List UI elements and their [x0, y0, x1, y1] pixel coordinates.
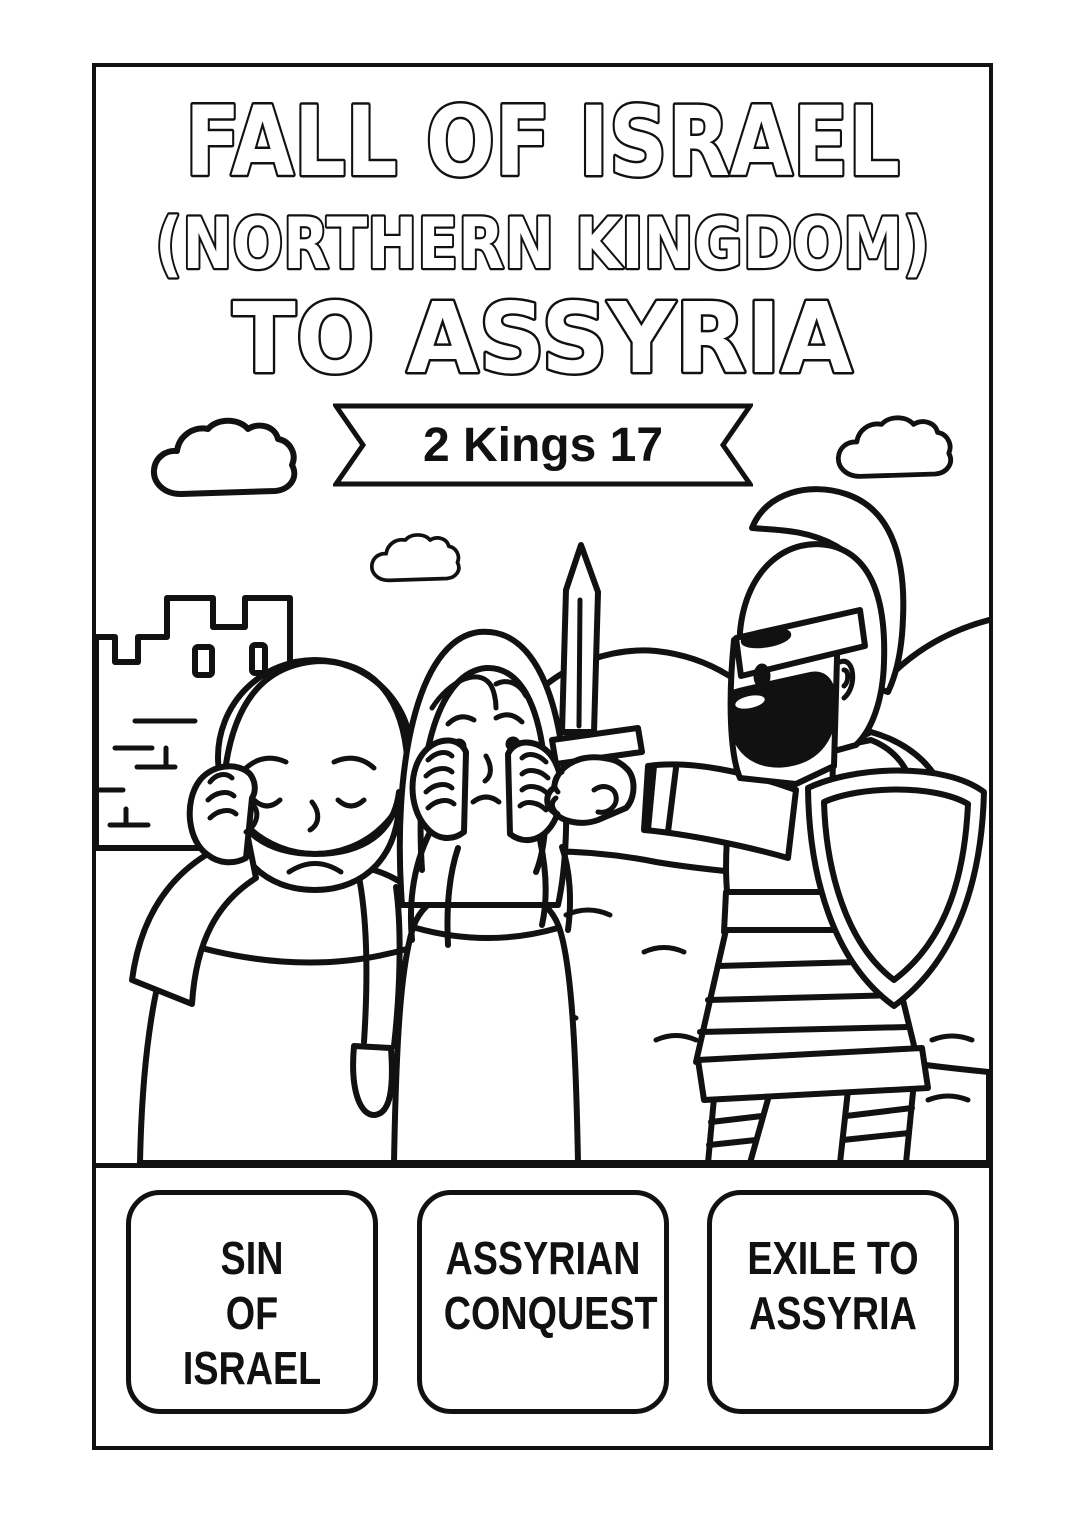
man-hand-down — [353, 1046, 392, 1115]
box-exile-to-assyria — [707, 1190, 959, 1414]
cloud-icon — [838, 418, 950, 477]
section-boxes — [96, 1168, 989, 1446]
box-label-line: ISRAEL — [182, 1342, 322, 1394]
box-label-line: ASSYRIAN — [445, 1232, 640, 1284]
page-title — [96, 67, 989, 397]
castle-window — [195, 647, 212, 675]
soldier-beard — [729, 673, 835, 766]
soldier-hem-band — [698, 1048, 928, 1100]
box-assyrian-conquest — [417, 1190, 669, 1414]
box-label-line: ASSYRIA — [749, 1287, 917, 1339]
page-frame — [92, 63, 993, 1450]
castle-window — [252, 645, 265, 673]
coloring-scene — [96, 400, 989, 1163]
cloud-icon — [372, 535, 459, 580]
title-line-1: FALL OF ISRAEL — [185, 86, 900, 198]
mourning-woman-figure — [394, 632, 578, 1163]
box-sin-of-israel — [126, 1190, 378, 1414]
man-raised-hand — [190, 766, 255, 862]
box-label-line: SIN — [220, 1232, 284, 1284]
box-label-line: OF — [225, 1287, 279, 1339]
title-line-2: (NORTHERN KINGDOM) — [155, 203, 930, 285]
box-label-line: CONQUEST — [443, 1287, 658, 1339]
title-line-3: TO ASSYRIA — [232, 282, 853, 395]
cloud-icon — [154, 421, 294, 494]
scripture-banner — [333, 403, 753, 487]
scripture-reference: 2 Kings 17 — [422, 419, 663, 472]
box-label-line: EXILE TO — [747, 1232, 919, 1284]
